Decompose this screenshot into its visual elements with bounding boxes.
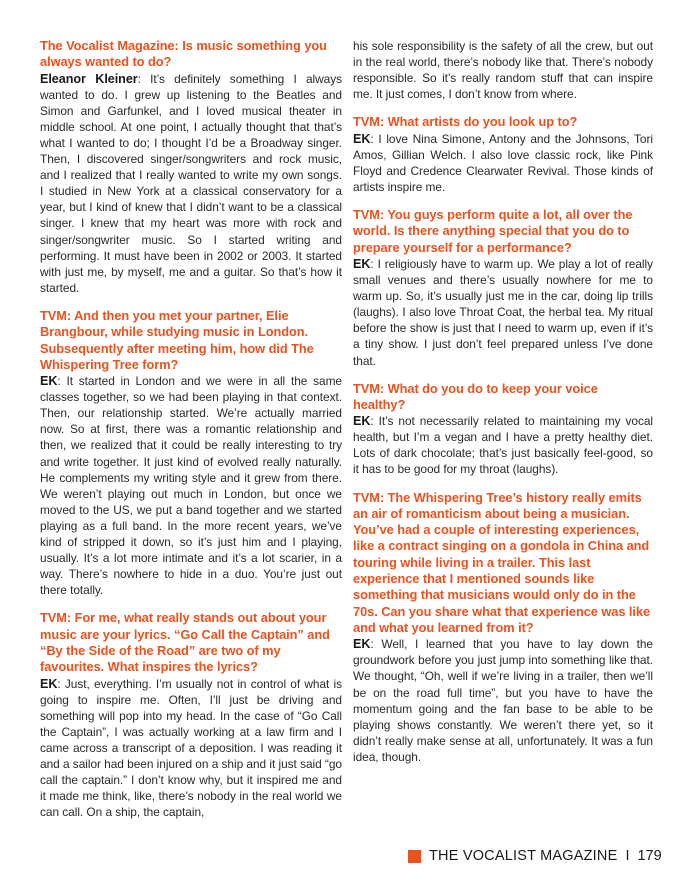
question: TVM: What do you do to keep your voice healthy? <box>353 380 598 412</box>
answer-text: : I religiously have to warm up. We play a lot of really small venues and there’s usually nowhere for me to warm up. So, it’s usually just me in the car, doing lip trills (laughs). I also love Throat Coat, the herbal tea. My ritual before the show is just that I need to warm up, even if it’s a tiny show. I just don’t feel prepared unless I’ve done that. <box>353 256 653 368</box>
answer-text: : Just, everything. I’m usually not in control of what is going to inspire me. Often, I’ll just be driving and something will pop into my head. In the case of “Go Call the Captain”, I was actually working at a law firm and I came across a transcript of a deposition. I was reading it and a sailor had been injured on a ship and it just said “go call the captain.” I don’t know why, but it inspired me and it made me think, like, there’s nobody in the real world we can call. On a ship, the captain, <box>40 676 342 820</box>
answer-text: : It’s not necessarily related to maintaining my vocal health, but I’m a vegan and I have a pretty healthy diet. Lots of dark chocolate; that’s just basically feel-good, so it has to be good for my throat (laughs). <box>353 414 653 477</box>
qa-block <box>353 114 653 195</box>
page-number: 179 <box>637 848 662 864</box>
answer <box>40 373 342 598</box>
question: TVM: You guys perform quite a lot, all over the world. Is there anything special that you do to prepare yourself for a performance? <box>353 207 633 255</box>
accent-square-icon <box>408 850 421 863</box>
speaker: EK <box>353 414 371 429</box>
answer-continuation: his sole responsibility is the safety of all the crew, but out in the real world, there’s nobody like that. There’s nobody responsible. So it’s really random stuff that can inspire me. It just comes, I don’t know from where. <box>353 39 653 102</box>
answer-text: : I love Nina Simone, Antony and the Johnsons, Tori Amos, Gillian Welch. I also love classic rock, like Pink Floyd and Credence Clearwater Revival. Those kinds of artists inspire me. <box>353 131 653 194</box>
qa-block <box>353 207 653 369</box>
question: TVM: The Whispering Tree’s history really emits an air of romanticism about being a musician. You’ve had a couple of interesting experiences, like a contract singing on a gondola in China and touring while living in a trailer. This last experience that I mentioned sounds like something that musicians would only do in the 70s. Can you share what that experience was like and what you learned from it? <box>353 489 651 635</box>
speaker: EK <box>40 374 58 389</box>
answer <box>353 636 653 765</box>
left-column <box>40 38 342 832</box>
qa-block <box>353 490 653 765</box>
answer-text: : Well, I learned that you have to lay down the groundwork before you just jump into something like that. We thought, “Oh, well if we’re living in a trailer, then we’ll be on the road full time”, but you have to have the momentum going and the fan base to be able to be playing shows constantly. We weren’t there yet, so it didn’t really make sense at all, unfortunately. It was a fun idea, though. <box>353 637 653 764</box>
qa-block <box>353 381 653 478</box>
footer-separator: I <box>625 848 630 864</box>
speaker: Eleanor Kleiner <box>40 71 138 86</box>
answer <box>353 256 653 369</box>
magazine-name: THE VOCALIST MAGAZINE <box>429 848 618 864</box>
answer <box>40 71 342 296</box>
answer <box>353 131 653 195</box>
qa-block <box>40 38 342 296</box>
speaker: EK <box>353 256 371 271</box>
speaker: EK <box>353 131 371 146</box>
page-footer <box>408 846 662 866</box>
question: TVM: What artists do you look up to? <box>353 114 578 130</box>
question: TVM: For me, what really stands out about your music are your lyrics. “Go Call the Captain” and “By the Side of the Road” are two of my favourites. What inspires the lyrics? <box>40 610 330 675</box>
speaker: EK <box>40 676 58 691</box>
question: TVM: And then you met your partner, Elie Brangbour, while studying music in London. Subsequently after meeting him, how did The Whispering Tree form? <box>40 307 314 372</box>
answer <box>353 413 653 477</box>
answer <box>40 676 342 821</box>
answer-text: : It’s definitely something I always wanted to do. I grew up listening to the Beatles and Simon and Garfunkel, and I loved musical theater in middle school. At one point, I actually thought that that’s what I wanted to do; I thought I’d be a Broadway singer. Then, I discovered singer/songwriters and rock music, and I realized that I really wanted to write my own songs. I studied in New York at a classical conservatory for a year, but I kind of knew that I didn’t want to be a classical singer. I knew that my heart was more with rock and singer/songwriter music. So I started writing and performing. It must have been in 2002 or 2003. It started with just me, by myself, me and a guitar. So that’s how it started. <box>40 71 342 295</box>
speaker: EK <box>353 637 371 652</box>
answer-text: : It started in London and we were in all the same classes together, so we had been playing in that context. Then, our relationship started. We’re actually married now. So at first, there was a romantic relationship and then, we realized that it could be really interesting to try and write together. It just kind of evolved really naturally. He complements my writing style and it grew from there. We weren’t playing out much in London, but once we moved to the US, we put a band together and we started playing as a full band. In the more recent years, we’ve kind of stripped it down, so it’s just him and I playing, usually. It’s a lot more intimate and it’s a lot scarier, in a way. There’s nowhere to hide in a duo. You’re just out there totally. <box>40 374 342 598</box>
qa-block <box>40 610 342 820</box>
right-column <box>353 38 653 777</box>
question: The Vocalist Magazine: Is music something you always wanted to do? <box>40 38 327 70</box>
qa-block <box>40 308 342 599</box>
